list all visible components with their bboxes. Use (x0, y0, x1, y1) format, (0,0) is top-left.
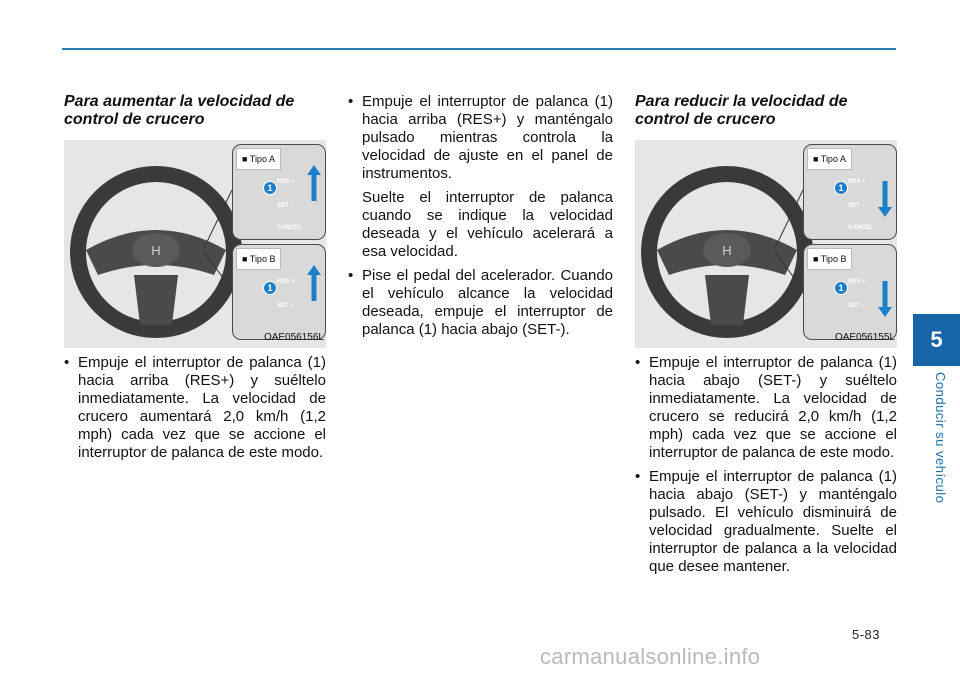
switch-panel-type-a (232, 144, 326, 240)
steering-wheel-figure-increase (64, 140, 326, 348)
svg-text:H: H (151, 243, 161, 258)
arrow-down-icon (876, 179, 894, 219)
list-item: • Empuje el interruptor de palanca (1) hacia arriba (RES+) y suéltelo inmediatamente. La velocidad de crucero aumentará 2,0 km/h (1,2 mph) cada vez que se accione el interruptor de palanca de este modo. (64, 354, 326, 462)
marker-1: 1 (263, 181, 277, 195)
steering-wheel-figure-decrease (635, 140, 897, 348)
arrow-up-icon (305, 263, 323, 303)
chapter-number-tab: 5 (913, 314, 960, 366)
marker-1: 1 (834, 181, 848, 195)
chapter-title: Conducir su vehículo (933, 372, 948, 504)
type-b-label: ■ Tipo B (807, 248, 852, 270)
list-item: Suelte el interruptor de palanca cuando se indique la velocidad deseada y el vehículo acelerará a esa velocidad. (362, 189, 613, 260)
heading-decrease: Para reducir la velocidad de control de crucero (635, 93, 848, 128)
set-label: SET − (848, 203, 865, 209)
list-item: • Empuje el interruptor de palanca (1) hacia arriba (RES+) y manténgalo pulsado mientras controla la velocidad de ajuste en el panel de instrumentos. (348, 93, 613, 183)
switch-panel-type-b (803, 244, 897, 340)
arrow-up-icon (305, 163, 323, 203)
set-label: SET − (277, 303, 294, 309)
increase-bullets-continued (348, 93, 613, 339)
svg-text:H: H (722, 243, 732, 258)
set-label: SET − (848, 303, 865, 309)
increase-bullets (64, 354, 326, 462)
page-number: 5-83 (852, 627, 881, 642)
res-label: RES + (277, 279, 295, 285)
marker-1: 1 (263, 281, 277, 295)
column-increase (64, 93, 326, 468)
column-increase-continued (348, 93, 613, 345)
column-decrease (635, 93, 897, 582)
watermark: carmanualsonline.info (540, 644, 761, 669)
heading-increase: Para aumentar la velocidad de control de crucero (64, 93, 295, 128)
figure-code: OAE056155L (834, 332, 895, 343)
list-item: • Empuje el interruptor de palanca (1) hacia abajo (SET-) y manténgalo pulsado. El vehículo disminuirá de velocidad gradualmente. Suelte el interruptor de palanca a la velocidad que desee mantener. (635, 468, 897, 576)
arrow-down-icon (876, 279, 894, 319)
type-a-label: ■ Tipo A (807, 148, 852, 170)
res-label: RES + (848, 179, 866, 185)
marker-1: 1 (834, 281, 848, 295)
list-item: • Pise el pedal del acelerador. Cuando el vehículo alcance la velocidad deseada, empuje el interruptor de palanca (1) hacia abajo (SET-). (348, 267, 613, 339)
switch-panel-type-a (803, 144, 897, 240)
list-item: • Empuje el interruptor de palanca (1) hacia abajo (SET-) y suéltelo inmediatamente. La velocidad de crucero se reducirá 2,0 km/h (1,2 mph) cada vez que se accione el interruptor de palanca de este modo. (635, 354, 897, 462)
header-rule (62, 48, 896, 50)
cancel-label: CANCEL (848, 225, 873, 231)
decrease-bullets (635, 354, 897, 576)
type-b-label: ■ Tipo B (236, 248, 281, 270)
res-label: RES + (848, 279, 866, 285)
switch-panel-type-b (232, 244, 326, 340)
res-label: RES + (277, 179, 295, 185)
type-a-label: ■ Tipo A (236, 148, 281, 170)
cancel-label: CANCEL (277, 225, 302, 231)
set-label: SET − (277, 203, 294, 209)
figure-code: OAE056156L (263, 332, 324, 343)
